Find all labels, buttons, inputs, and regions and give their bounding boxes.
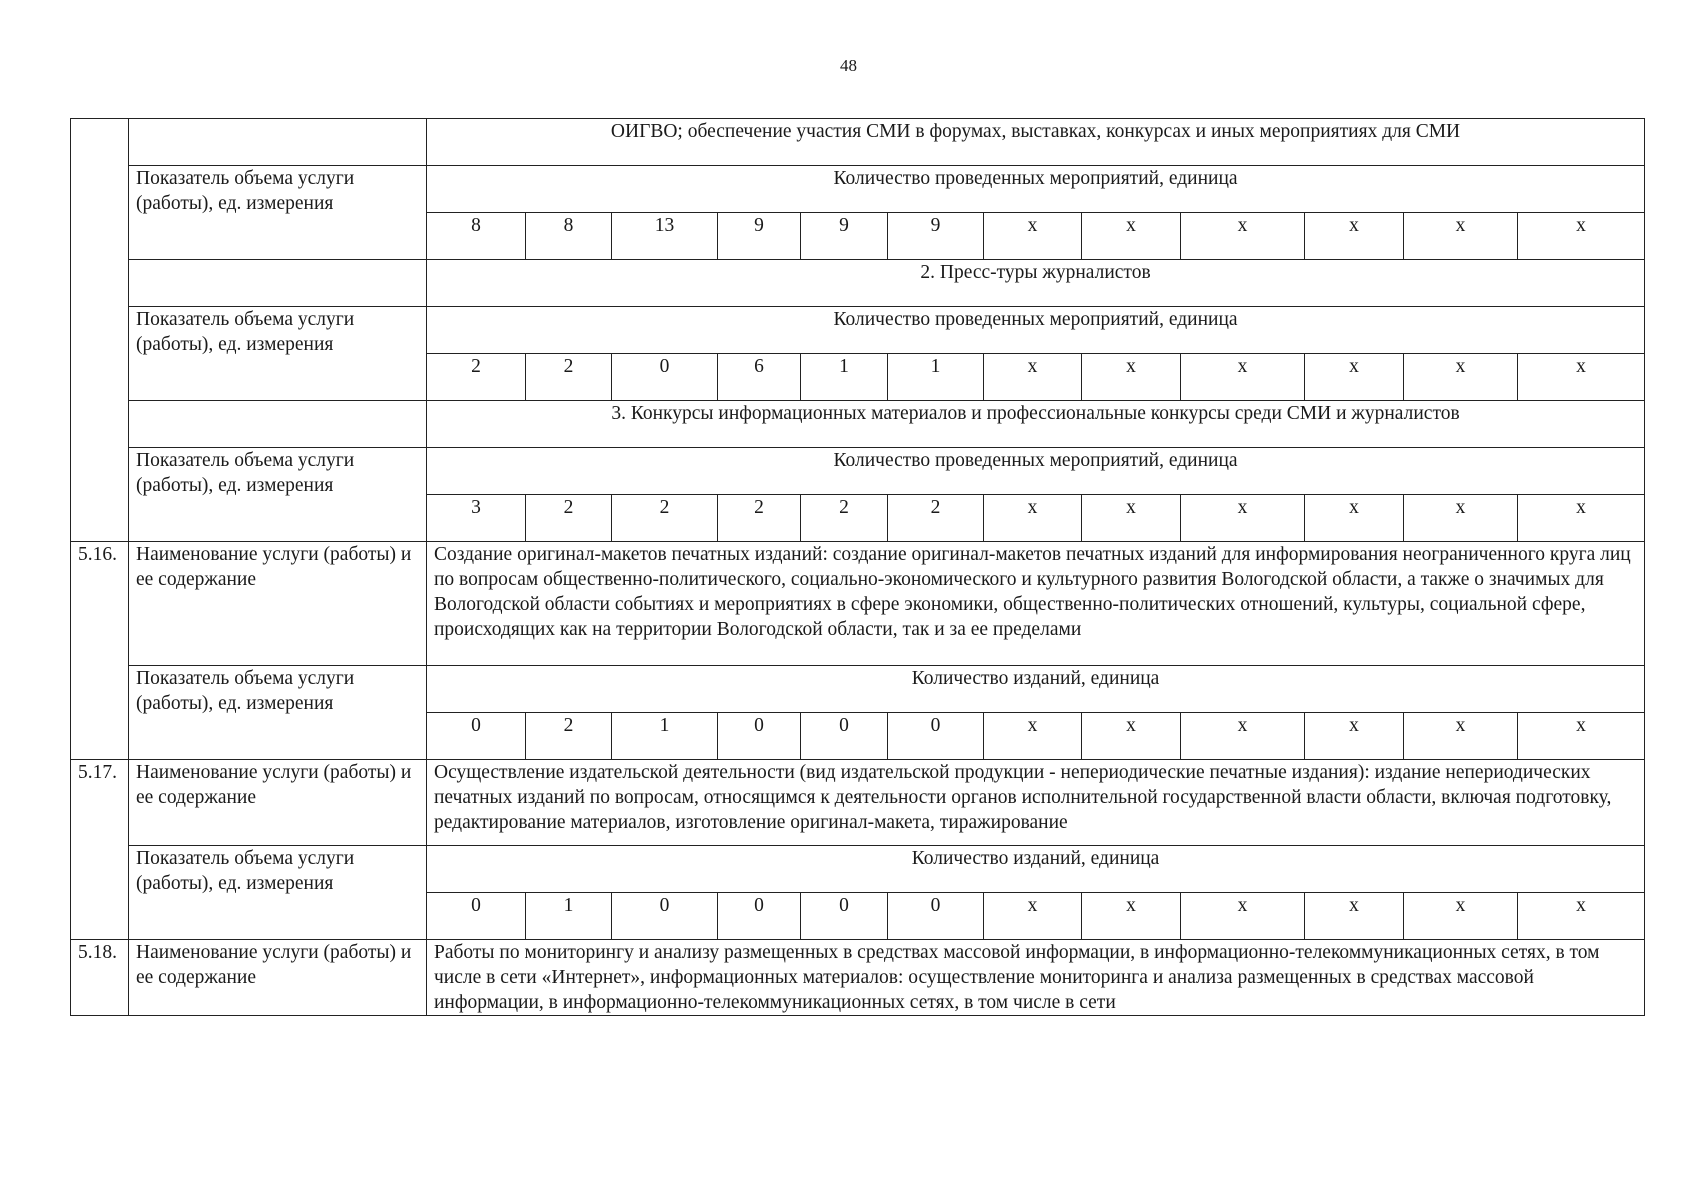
- value-cell: x: [984, 893, 1082, 940]
- value-cell: 8: [427, 213, 526, 260]
- value-cell: 1: [612, 713, 718, 760]
- value-cell: 9: [718, 213, 801, 260]
- value-cell: 2: [526, 495, 612, 542]
- service-name-label: Наименование услуги (работы) и ее содержание: [129, 760, 427, 846]
- value-cell: x: [984, 354, 1082, 401]
- block-header: 3. Конкурсы информационных материалов и профессиональные конкурсы среди СМИ и журналистов: [427, 401, 1645, 448]
- value-cell: 0: [427, 893, 526, 940]
- value-cell: 0: [427, 713, 526, 760]
- empty-label-cell: [129, 401, 427, 448]
- value-cell: x: [1305, 354, 1404, 401]
- value-cell: x: [1305, 495, 1404, 542]
- value-cell: x: [1404, 213, 1518, 260]
- indicator-label: Показатель объема услуги (работы), ед. измерения: [129, 846, 427, 940]
- value-cell: 9: [801, 213, 888, 260]
- value-cell: 2: [612, 495, 718, 542]
- value-cell: x: [1518, 213, 1645, 260]
- value-cell: x: [1181, 213, 1305, 260]
- value-cell: 0: [612, 354, 718, 401]
- unit-row: Количество проведенных мероприятий, единица: [427, 166, 1645, 213]
- value-cell: x: [1404, 354, 1518, 401]
- value-cell: x: [1181, 354, 1305, 401]
- indicator-label: Показатель объема услуги (работы), ед. измерения: [129, 166, 427, 260]
- value-cell: x: [1181, 713, 1305, 760]
- value-cell: 3: [427, 495, 526, 542]
- value-cell: x: [1181, 495, 1305, 542]
- service-name-label: Наименование услуги (работы) и ее содержание: [129, 542, 427, 666]
- value-cell: x: [1082, 893, 1181, 940]
- value-cell: x: [1305, 213, 1404, 260]
- table-row: [71, 260, 1645, 307]
- unit-row: Количество изданий, единица: [427, 846, 1645, 893]
- table-row: [71, 666, 1645, 713]
- table-row: [71, 166, 1645, 213]
- empty-label-cell: [129, 119, 427, 166]
- value-cell: x: [1518, 893, 1645, 940]
- value-cell: 2: [526, 354, 612, 401]
- indicator-label: Показатель объема услуги (работы), ед. измерения: [129, 666, 427, 760]
- value-cell: x: [1305, 713, 1404, 760]
- table-row: [71, 940, 1645, 1016]
- value-cell: 2: [718, 495, 801, 542]
- value-cell: 2: [801, 495, 888, 542]
- value-cell: x: [1082, 354, 1181, 401]
- value-cell: 6: [718, 354, 801, 401]
- service-code: 5.16.: [71, 542, 129, 760]
- value-cell: 0: [801, 713, 888, 760]
- value-cell: 0: [612, 893, 718, 940]
- value-cell: x: [984, 213, 1082, 260]
- value-cell: 0: [718, 713, 801, 760]
- table-row: [71, 307, 1645, 354]
- value-cell: x: [1518, 495, 1645, 542]
- page-number: 48: [840, 56, 857, 75]
- table-row: [71, 846, 1645, 893]
- value-cell: x: [1518, 354, 1645, 401]
- value-cell: 9: [888, 213, 984, 260]
- value-cell: 0: [888, 893, 984, 940]
- block-header: ОИГВО; обеспечение участия СМИ в форумах, выставках, конкурсах и иных мероприятиях для СМИ: [427, 119, 1645, 166]
- table-row: [71, 760, 1645, 846]
- unit-row: Количество проведенных мероприятий, единица: [427, 307, 1645, 354]
- value-cell: 8: [526, 213, 612, 260]
- value-cell: x: [1305, 893, 1404, 940]
- service-code: 5.17.: [71, 760, 129, 940]
- value-cell: x: [1518, 713, 1645, 760]
- value-cell: 2: [888, 495, 984, 542]
- table-row: [71, 448, 1645, 495]
- unit-row: Количество изданий, единица: [427, 666, 1645, 713]
- value-cell: x: [984, 713, 1082, 760]
- service-name-label: Наименование услуги (работы) и ее содержание: [129, 940, 427, 1016]
- service-description: Работы по мониторингу и анализу размещенных в средствах массовой информации, в информационно-телекоммуникационных сетях, в том числе в сети «Интернет», информационных материалов: осуществление мониторинга и анализа размещенных в средствах массовой информации, в информационно-телекоммуникационных сетях, в том числе в сети: [427, 940, 1645, 1016]
- table-row: [71, 542, 1645, 666]
- value-cell: 1: [888, 354, 984, 401]
- code-cell-empty: [71, 119, 129, 542]
- value-cell: x: [1404, 713, 1518, 760]
- value-cell: 2: [427, 354, 526, 401]
- value-cell: 0: [888, 713, 984, 760]
- service-description: Осуществление издательской деятельности (вид издательской продукции - непериодические печатные издания): издание непериодических печатных изданий по вопросам, относящимся к деятельности органов исполнительной государственной власти области, включая подготовку, редактирование материалов, изготовление оригинал-макета, тиражирование: [427, 760, 1645, 846]
- indicator-label: Показатель объема услуги (работы), ед. измерения: [129, 448, 427, 542]
- indicator-label: Показатель объема услуги (работы), ед. измерения: [129, 307, 427, 401]
- value-cell: x: [984, 495, 1082, 542]
- value-cell: 1: [801, 354, 888, 401]
- services-table: [70, 118, 1645, 1016]
- value-cell: 13: [612, 213, 718, 260]
- value-cell: x: [1082, 713, 1181, 760]
- service-code: 5.18.: [71, 940, 129, 1016]
- value-cell: x: [1404, 893, 1518, 940]
- table-row: [71, 401, 1645, 448]
- value-cell: 2: [526, 713, 612, 760]
- unit-row: Количество проведенных мероприятий, единица: [427, 448, 1645, 495]
- value-cell: 0: [718, 893, 801, 940]
- value-cell: 0: [801, 893, 888, 940]
- value-cell: x: [1404, 495, 1518, 542]
- service-description: Создание оригинал-макетов печатных изданий: создание оригинал-макетов печатных изданий для информирования неограниченного круга лиц по вопросам общественно-политического, социально-экономического и культурного развития Вологодской области, а также о значимых для Вологодской области событиях и мероприятиях в сфере экономики, общественно-политических отношений, культуры, социальной сфере, происходящих как на территории Вологодской области, так и за ее пределами: [427, 542, 1645, 666]
- empty-label-cell: [129, 260, 427, 307]
- block-header: 2. Пресс-туры журналистов: [427, 260, 1645, 307]
- table-row: [71, 119, 1645, 166]
- value-cell: 1: [526, 893, 612, 940]
- value-cell: x: [1082, 213, 1181, 260]
- value-cell: x: [1082, 495, 1181, 542]
- value-cell: x: [1181, 893, 1305, 940]
